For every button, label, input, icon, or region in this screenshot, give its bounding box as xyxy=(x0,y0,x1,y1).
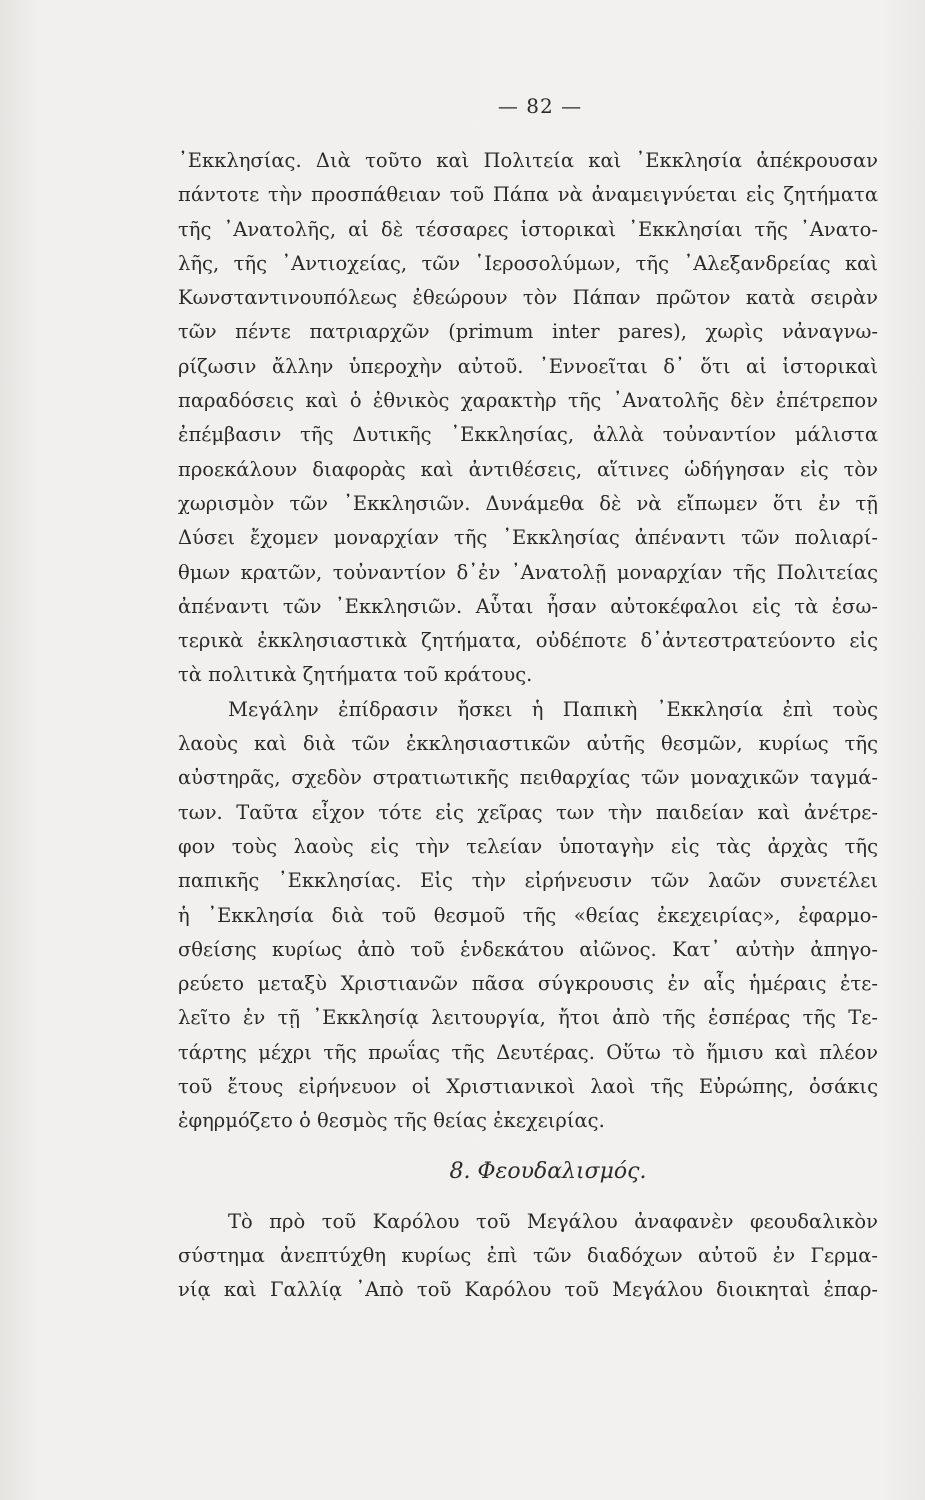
text-line: ἐπέμβασιν τῆς Δυτικῆς ᾿Εκκλησίας, ἀλλὰ τοὐναντίον μάλιστα xyxy=(178,423,878,447)
text-line: τῆς ᾿Ανατολῆς, αἱ δὲ τέσσαρες ἱστορικαὶ ᾿Εκκλησίαι τῆς ᾿Ανατο- xyxy=(178,217,878,241)
text-line: χωρισμὸν τῶν ᾿Εκκλησιῶν. Δυνάμεθα δὲ νὰ εἴπωμεν ὅτι ἐν τῇ xyxy=(178,491,878,515)
text-line: ἀπέναντι τῶν ᾿Εκκλησιῶν. Αὗται ἦσαν αὐτοκέφαλοι εἰς τὰ ἐσω- xyxy=(178,594,878,618)
text-line: Μεγάλην ἐπίδρασιν ἤσκει ἡ Παπικὴ ᾿Εκκλησία ἐπὶ τοὺς xyxy=(228,697,878,721)
text-line: τοῦ ἔτους εἰρήνευον οἱ Χριστιανικοὶ λαοὶ τῆς Εὐρώπης, ὁσάκις xyxy=(178,1075,878,1099)
text-line: λαοὺς καὶ διὰ τῶν ἐκκλησιαστικῶν αὐτῆς θεσμῶν, κυρίως τῆς xyxy=(178,732,878,756)
section-heading: 8. Φεουδαλισμός. xyxy=(449,1158,647,1184)
page-number: — 82 — xyxy=(497,94,583,118)
text-line: αὐστηρᾶς, σχεδὸν στρατιωτικῆς πειθαρχίας τῶν μοναχικῶν ταγμά- xyxy=(178,766,878,790)
text-line: πάντοτε τὴν προσπάθειαν τοῦ Πάπα νὰ ἀναμειγνύεται εἰς ζητήματα xyxy=(178,183,878,207)
text-line: Τὸ πρὸ τοῦ Καρόλου τοῦ Μεγάλου ἀναφανὲν φεουδαλικὸν xyxy=(228,1209,878,1233)
paragraph-2 xyxy=(178,693,878,1139)
paragraph-1 xyxy=(178,144,878,693)
text-line: τῶν πέντε πατριαρχῶν (primum inter pares), χωρὶς νἀναγνω- xyxy=(178,320,878,344)
text-line: σθείσης κυρίως ἀπὸ τοῦ ἑνδεκάτου αἰῶνος. Κατ᾿ αὐτὴν ἀπηγο- xyxy=(178,937,878,961)
text-line: λῆς, τῆς ᾿Αντιοχείας, τῶν ῾Ιεροσολύμων, τῆς ᾿Αλεξανδρείας καὶ xyxy=(178,251,878,275)
text-line: των. Ταῦτα εἶχον τότε εἰς χεῖρας των τὴν παιδείαν καὶ ἀνέτρε- xyxy=(178,800,878,824)
text-line: ἐφηρμόζετο ὁ θεσμὸς τῆς θείας ἐκεχειρίας. xyxy=(178,1109,605,1133)
text-line: προεκάλουν διαφορὰς καὶ ἀντιθέσεις, αἵτινες ὡδήγησαν εἰς τὸν xyxy=(178,457,878,481)
text-line: ρεύετο μεταξὺ Χριστιανῶν πᾶσα σύγκρουσις ἐν αἷς ἡμέραις ἐτε- xyxy=(178,972,878,996)
text-line: ἡ ᾿Εκκλησία διὰ τοῦ θεσμοῦ τῆς «θείας ἐκεχειρίας», ἐφαρμο- xyxy=(178,903,878,927)
text-line: Δύσει ἔχομεν μοναρχίαν τῆς ᾿Εκκλησίας ἀπέναντι τῶν πολιαρί- xyxy=(178,526,878,550)
text-line: σύστημα ἀνεπτύχθη κυρίως ἐπὶ τῶν διαδόχων αὐτοῦ ἐν Γερμα- xyxy=(178,1243,878,1267)
text-line: τερικὰ ἐκκλησιαστικὰ ζητήματα, οὐδέποτε δ᾿ἀντεστρατεύοντο εἰς xyxy=(178,629,878,653)
text-line: ᾿Εκκλησίας. Διὰ τοῦτο καὶ Πολιτεία καὶ ᾿Εκκλησία ἀπέκρουσαν xyxy=(178,149,878,172)
text-line: τάρτης μέχρι τῆς πρωΐας τῆς Δευτέρας. Οὕτω τὸ ἥμισυ καὶ πλέον xyxy=(178,1040,878,1064)
text-line: παραδόσεις καὶ ὁ ἐθνικὸς χαρακτὴρ τῆς ᾿Ανατολῆς δὲν ἐπέτρεπον xyxy=(178,389,878,413)
paragraph-3 xyxy=(178,1205,878,1308)
text-line: φον τοὺς λαοὺς εἰς τὴν τελείαν ὑποταγὴν εἰς τὰς ἀρχὰς τῆς xyxy=(178,834,878,858)
body-text xyxy=(178,144,878,1308)
text-line: λεῖτο ἐν τῇ ᾿Εκκλησίᾳ λειτουργία, ἤτοι ἀπὸ τῆς ἑσπέρας τῆς Τε- xyxy=(178,1006,878,1030)
text-line: θμων κρατῶν, τοὐναντίον δ᾿ἐν ᾿Ανατολῇ μοναρχίαν τῆς Πολιτείας xyxy=(178,560,878,584)
text-line: Κωνσταντινουπόλεως ἐθεώρουν τὸν Πάπαν πρῶτον κατὰ σειρὰν xyxy=(178,286,878,310)
text-line: παπικῆς ᾿Εκκλησίας. Εἰς τὴν εἰρήνευσιν τῶν λαῶν συνετέλει xyxy=(178,869,878,893)
text-line: νίᾳ καὶ Γαλλίᾳ ᾿Απὸ τοῦ Καρόλου τοῦ Μεγάλου διοικηταὶ ἐπαρ- xyxy=(178,1278,878,1302)
text-line: τὰ πολιτικὰ ζητήματα τοῦ κράτους. xyxy=(178,663,533,687)
text-line: ρίζωσιν ἄλλην ὑπεροχὴν αὐτοῦ. ᾿Εννοεῖται δ᾿ ὅτι αἱ ἱστορικαὶ xyxy=(178,354,878,378)
